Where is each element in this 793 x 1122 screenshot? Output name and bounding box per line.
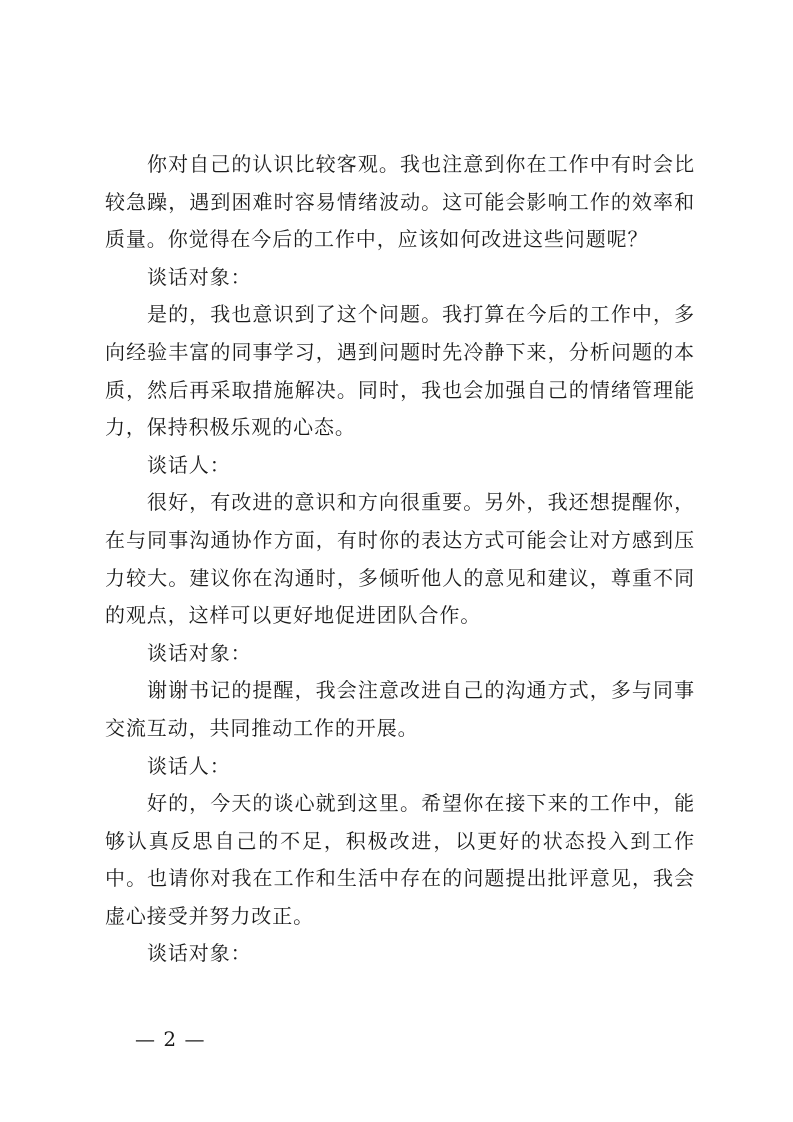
speaker-label-interviewee: 谈话对象： [147, 264, 252, 289]
page-number: — 2 — [135, 1027, 206, 1051]
speaker-label-interviewee: 谈话对象： [147, 941, 252, 966]
speaker-label-interviewee: 谈话对象： [147, 640, 252, 665]
paragraph-question-on-improvement: 你对自己的认识比较客观。我也注意到你在工作中有时会比较急躁，遇到困难时容易情绪波动。这可能会影响工作的效率和质量。你觉得在今后的工作中，应该如何改进这些问题呢？ [105, 152, 695, 252]
paragraph-interviewee-thanks: 谢谢书记的提醒，我会注意改进自己的沟通方式，多与同事交流互动，共同推动工作的开展。 [105, 678, 695, 740]
document-body [105, 146, 695, 973]
paragraph-interviewer-closing: 好的，今天的谈心就到这里。希望你在接下来的工作中，能够认真反思自己的不足，积极改进，以更好的状态投入到工作中。也请你对我在工作和生活中存在的问题提出批评意见，我会虚心接受并努力改正。 [105, 791, 695, 928]
paragraph-interviewer-advice: 很好，有改进的意识和方向很重要。另外，我还想提醒你，在与同事沟通协作方面，有时你的表达方式可能会让对方感到压力较大。建议你在沟通时，多倾听他人的意见和建议，尊重不同的观点，这样可以更好地促进团队合作。 [105, 490, 695, 628]
speaker-label-interviewer: 谈话人： [147, 753, 231, 778]
paragraph-interviewee-response: 是的，我也意识到了这个问题。我打算在今后的工作中，多向经验丰富的同事学习，遇到问题时先冷静下来，分析问题的本质，然后再采取措施解决。同时，我也会加强自己的情绪管理能力，保持积极乐观的心态。 [105, 302, 695, 440]
speaker-label-interviewer: 谈话人： [147, 452, 231, 477]
